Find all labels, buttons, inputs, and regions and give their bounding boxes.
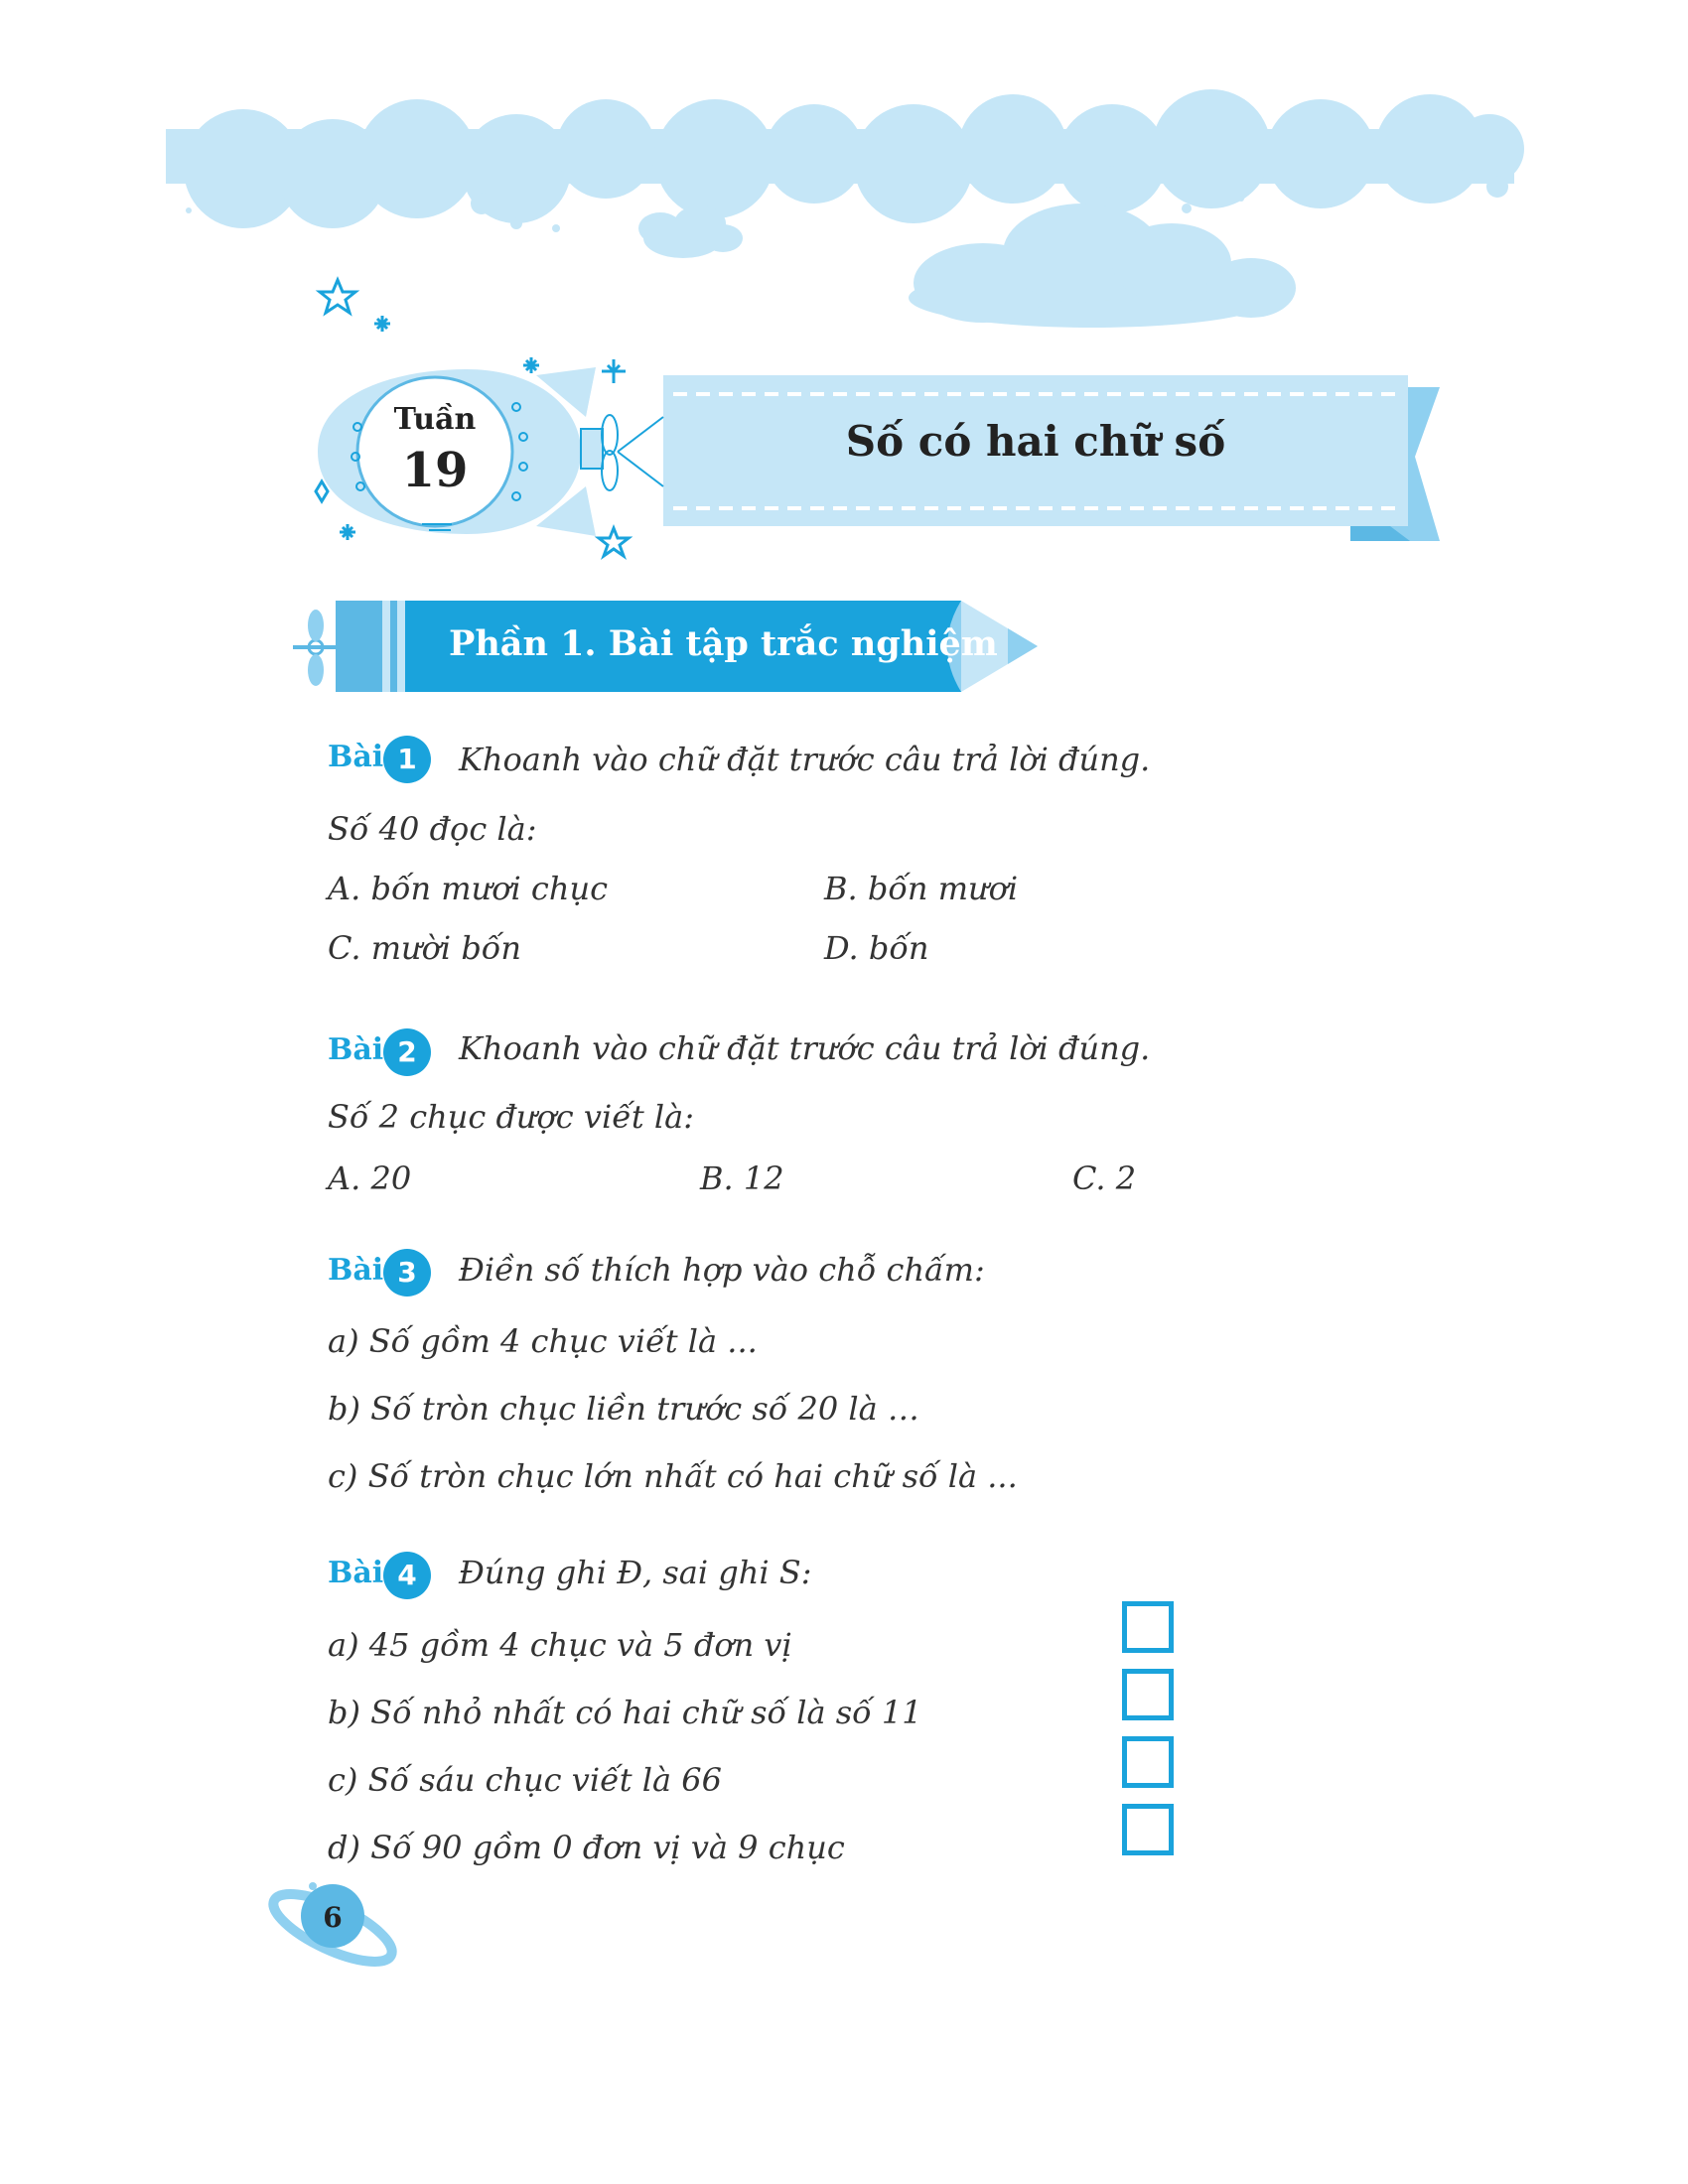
- option-a[interactable]: A. bốn mươi chục: [328, 870, 608, 907]
- week-label: Tuần: [393, 402, 477, 437]
- section-title: Phần 1. Bài tập trắc nghiệm: [449, 623, 998, 664]
- exercise-instruction: Điền số thích hợp vào chỗ chấm:: [459, 1251, 985, 1289]
- big-cloud: [909, 204, 1296, 328]
- statement-a: a) 45 gồm 4 chục và 5 đơn vị: [328, 1626, 792, 1664]
- answer-box-c[interactable]: [1122, 1736, 1174, 1788]
- exercise-number-badge: 4: [383, 1552, 431, 1599]
- question-text: Số 2 chục được viết là:: [328, 1098, 695, 1136]
- fill-item-a: a) Số gồm 4 chục viết là ...: [328, 1322, 758, 1360]
- exercise-label: Bài: [328, 1556, 384, 1590]
- exercise-number-badge: 1: [383, 736, 431, 783]
- exercise-label: Bài: [328, 1253, 384, 1288]
- exercise-number-badge: 3: [383, 1249, 431, 1297]
- answer-box-a[interactable]: [1122, 1601, 1174, 1653]
- statement-d: d) Số 90 gồm 0 đơn vị và 9 chục: [328, 1829, 845, 1866]
- fill-item-c: c) Số tròn chục lớn nhất có hai chữ số là ...: [328, 1457, 1018, 1495]
- exercise-label: Bài: [328, 1032, 384, 1067]
- exercise-label: Bài: [328, 740, 384, 774]
- option-c[interactable]: C. mười bốn: [328, 929, 521, 967]
- answer-box-d[interactable]: [1122, 1804, 1174, 1855]
- exercise-number-badge: 2: [383, 1028, 431, 1076]
- answer-box-b[interactable]: [1122, 1669, 1174, 1720]
- exercise-instruction: Khoanh vào chữ đặt trước câu trả lời đúng.: [459, 741, 1151, 778]
- lesson-title: Số có hai chữ số: [845, 417, 1226, 466]
- option-b[interactable]: B. 12: [700, 1160, 784, 1197]
- page-number: 6: [323, 1901, 343, 1934]
- exercise-instruction: Đúng ghi Đ, sai ghi S:: [459, 1554, 812, 1591]
- cloud-strip: [166, 89, 1524, 232]
- option-c[interactable]: C. 2: [1072, 1160, 1137, 1197]
- option-a[interactable]: A. 20: [328, 1160, 412, 1197]
- question-text: Số 40 đọc là:: [328, 810, 537, 848]
- option-d[interactable]: D. bốn: [824, 929, 929, 967]
- week-number: 19: [401, 443, 469, 498]
- exercise-instruction: Khoanh vào chữ đặt trước câu trả lời đúng.: [459, 1029, 1151, 1067]
- option-b[interactable]: B. bốn mươi: [824, 870, 1019, 907]
- fill-item-b: b) Số tròn chục liền trước số 20 là …: [328, 1390, 919, 1428]
- statement-b: b) Số nhỏ nhất có hai chữ số là số 11: [328, 1694, 922, 1731]
- statement-c: c) Số sáu chục viết là 66: [328, 1761, 722, 1799]
